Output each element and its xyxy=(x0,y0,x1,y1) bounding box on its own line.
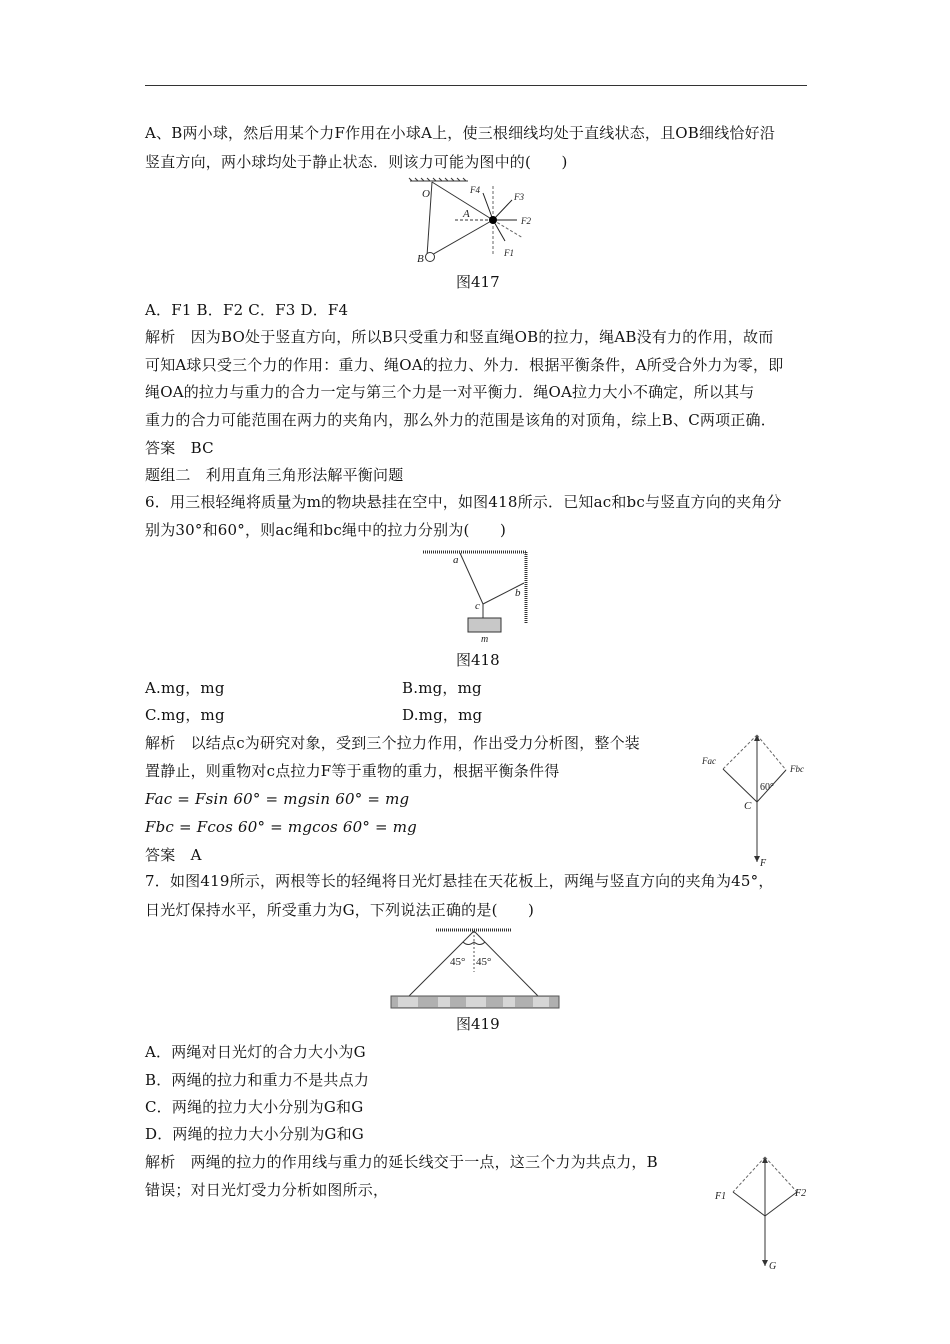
label-fbc: Fbc xyxy=(790,764,804,774)
answer: 答案 A xyxy=(145,846,202,864)
label-A: A xyxy=(463,208,470,220)
q6-stem-line: 别为30°和60°，则ac绳和bc绳中的拉力分别为( ) xyxy=(145,521,507,539)
analysis-line: 置静止，则重物对c点拉力F等于重物的重力，根据平衡条件得 xyxy=(145,762,560,780)
equation-fac: Fac = Fsin 60° = mgsin 60° = mg xyxy=(145,790,410,808)
angle-left: 45° xyxy=(450,956,466,968)
q5-options: A．F1 B．F2 C．F3 D．F4 xyxy=(145,301,349,319)
label-f1: F1 xyxy=(715,1191,727,1202)
analysis-line: 错误；对日光灯受力分析如图所示， xyxy=(145,1181,389,1199)
option-c: C．两绳的拉力大小分别为G和G xyxy=(145,1098,364,1116)
figure-caption: 图418 xyxy=(456,651,500,669)
option-b: B．两绳的拉力和重力不是共点力 xyxy=(145,1071,370,1089)
answer: 答案 BC xyxy=(145,439,214,457)
angle-label: 60° xyxy=(760,782,774,793)
label-F2: F2 xyxy=(521,216,531,226)
label-c: c xyxy=(475,600,480,612)
label-fac: Fac xyxy=(702,756,716,766)
label-O: O xyxy=(422,188,430,200)
figure-caption: 图419 xyxy=(456,1015,500,1033)
q6-stem-line: 6．用三根轻绳将质量为m的物块悬挂在空中，如图418所示．已知ac和bc与竖直方向的夹角分 xyxy=(145,493,782,511)
option-d: D．两绳的拉力大小分别为G和G xyxy=(145,1125,364,1143)
analysis-line: 解析 以结点c为研究对象，受到三个拉力作用，作出受力分析图，整个装 xyxy=(145,734,641,752)
header-rule xyxy=(145,85,807,86)
q5-stem-line: A、B两小球，然后用某个力F作用在小球A上，使三根细线均处于直线状态，且OB细线恰好沿 xyxy=(145,124,776,142)
option-a: A．两绳对日光灯的合力大小为G xyxy=(145,1043,366,1061)
analysis-line: 重力的合力可能范围在两力的夹角内，那么外力的范围是该角的对顶角，综上B、C两项正确． xyxy=(145,411,776,429)
option-b: B.mg，mg xyxy=(402,679,482,697)
analysis-line: 可知A球只受三个力的作用：重力、绳OA的拉力、外力．根据平衡条件，A所受合外力为零，即 xyxy=(145,356,784,374)
figure-417 xyxy=(400,176,560,268)
label-F1: F1 xyxy=(504,248,514,258)
label-f: F xyxy=(760,858,767,869)
label-f2: F2 xyxy=(795,1188,807,1199)
figure-caption: 图417 xyxy=(456,273,500,291)
label-F4: F4 xyxy=(470,185,480,195)
q7-stem-line: 7．如图419所示，两根等长的轻绳将日光灯悬挂在天花板上，两绳与竖直方向的夹角为45°， xyxy=(145,872,774,890)
analysis-line: 解析 因为BO处于竖直方向，所以B只受重力和竖直绳OB的拉力，绳AB没有力的作用，故而 xyxy=(145,328,774,346)
option-d: D.mg，mg xyxy=(402,706,483,724)
q5-stem-line: 竖直方向，两小球均处于静止状态．则该力可能为图中的( ) xyxy=(145,153,568,171)
angle-right: 45° xyxy=(476,956,492,968)
label-F3: F3 xyxy=(514,192,524,202)
label-c-point: C xyxy=(744,800,752,812)
equation-fbc: Fbc = Fcos 60° = mgcos 60° = mg xyxy=(145,818,417,836)
option-c: C.mg，mg xyxy=(145,706,225,724)
figure-418 xyxy=(420,548,530,643)
analysis-line: 解析 两绳的拉力的作用线与重力的延长线交于一点，这三个力为共点力，B xyxy=(145,1153,658,1171)
group-title: 题组二 利用直角三角形法解平衡问题 xyxy=(145,466,404,484)
analysis-line: 绳OA的拉力与重力的合力一定与第三个力是一对平衡力．绳OA拉力大小不确定，所以其与 xyxy=(145,383,755,401)
label-B: B xyxy=(417,253,424,265)
force-diagram-c xyxy=(700,732,810,867)
label-a: a xyxy=(453,554,459,566)
q7-stem-line: 日光灯保持水平，所受重力为G，下列说法正确的是( ) xyxy=(145,901,535,919)
figure-419 xyxy=(388,926,563,1011)
label-b: b xyxy=(515,587,521,599)
label-g: G xyxy=(769,1261,777,1272)
option-a: A.mg，mg xyxy=(145,679,225,697)
force-diagram-lamp xyxy=(712,1154,812,1274)
label-m: m xyxy=(481,634,489,645)
